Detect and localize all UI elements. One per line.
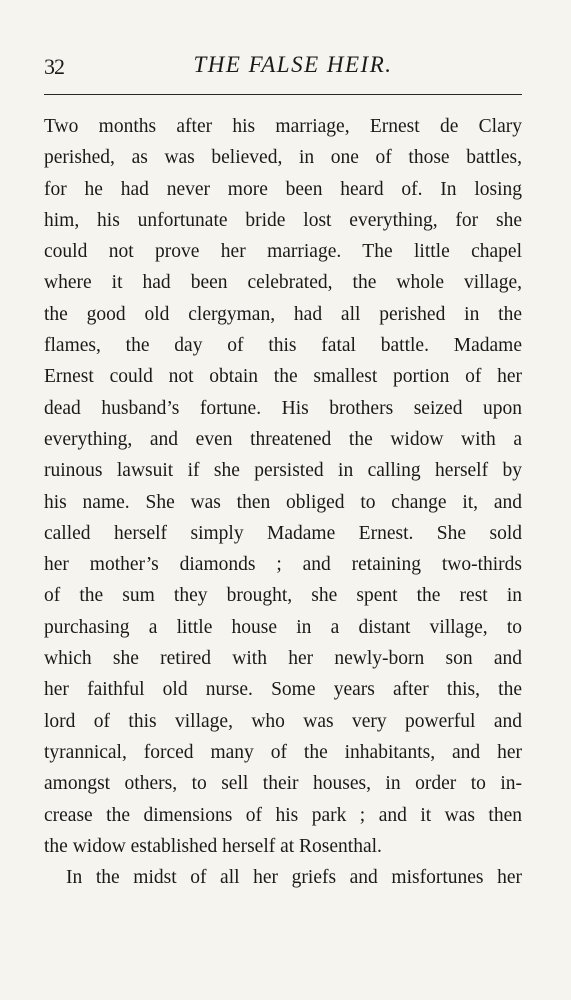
text-line: dead husband’s fortune. His brothers seized upon bbox=[44, 397, 522, 419]
text-line: tyrannical, forced many of the inhabitants, and her bbox=[44, 741, 522, 763]
text-line: him, his unfortunate bride lost everything, for she bbox=[44, 209, 522, 231]
page-number: 32 bbox=[44, 54, 64, 79]
text-line: of the sum they brought, she spent the rest in bbox=[44, 585, 522, 607]
page-header bbox=[44, 50, 522, 80]
text-line: crease the dimensions of his park ; and it was then bbox=[44, 804, 522, 826]
text-line: called herself simply Madame Ernest. She sold bbox=[44, 522, 522, 544]
text-line: purchasing a little house in a distant village, to bbox=[44, 616, 522, 638]
text-line: Ernest could not obtain the smallest portion of her bbox=[44, 366, 522, 388]
text-line: her faithful old nurse. Some years after this, the bbox=[44, 679, 522, 701]
body-text bbox=[44, 111, 522, 893]
text-line: perished, as was believed, in one of those battles, bbox=[44, 147, 522, 169]
text-line: In the midst of all her griefs and misfortunes her bbox=[66, 867, 522, 889]
header-rule bbox=[44, 94, 522, 95]
text-line: could not prove her marriage. The little chapel bbox=[44, 241, 522, 263]
text-line: where it had been celebrated, the whole village, bbox=[44, 272, 522, 294]
text-line: amongst others, to sell their houses, in order to in- bbox=[44, 773, 522, 795]
text-line: for he had never more been heard of. In losing bbox=[44, 178, 522, 200]
text-line: which she retired with her newly-born son and bbox=[44, 648, 522, 670]
running-title: THE FALSE HEIR. bbox=[193, 52, 393, 77]
text-line: the good old clergyman, had all perished in the bbox=[44, 303, 522, 325]
text-line: flames, the day of this fatal battle. Madame bbox=[44, 335, 522, 357]
text-line: ruinous lawsuit if she persisted in calling herself by bbox=[44, 460, 522, 482]
text-line: Two months after his marriage, Ernest de Clary bbox=[44, 116, 522, 137]
text-line: his name. She was then obliged to change it, and bbox=[44, 491, 522, 513]
text-line: her mother’s diamonds ; and retaining two-thirds bbox=[44, 554, 522, 576]
text-line: lord of this village, who was very powerful and bbox=[44, 710, 522, 732]
text-line: the widow established herself at Rosenthal. bbox=[44, 835, 382, 857]
text-line: everything, and even threatened the widow with a bbox=[44, 428, 522, 450]
